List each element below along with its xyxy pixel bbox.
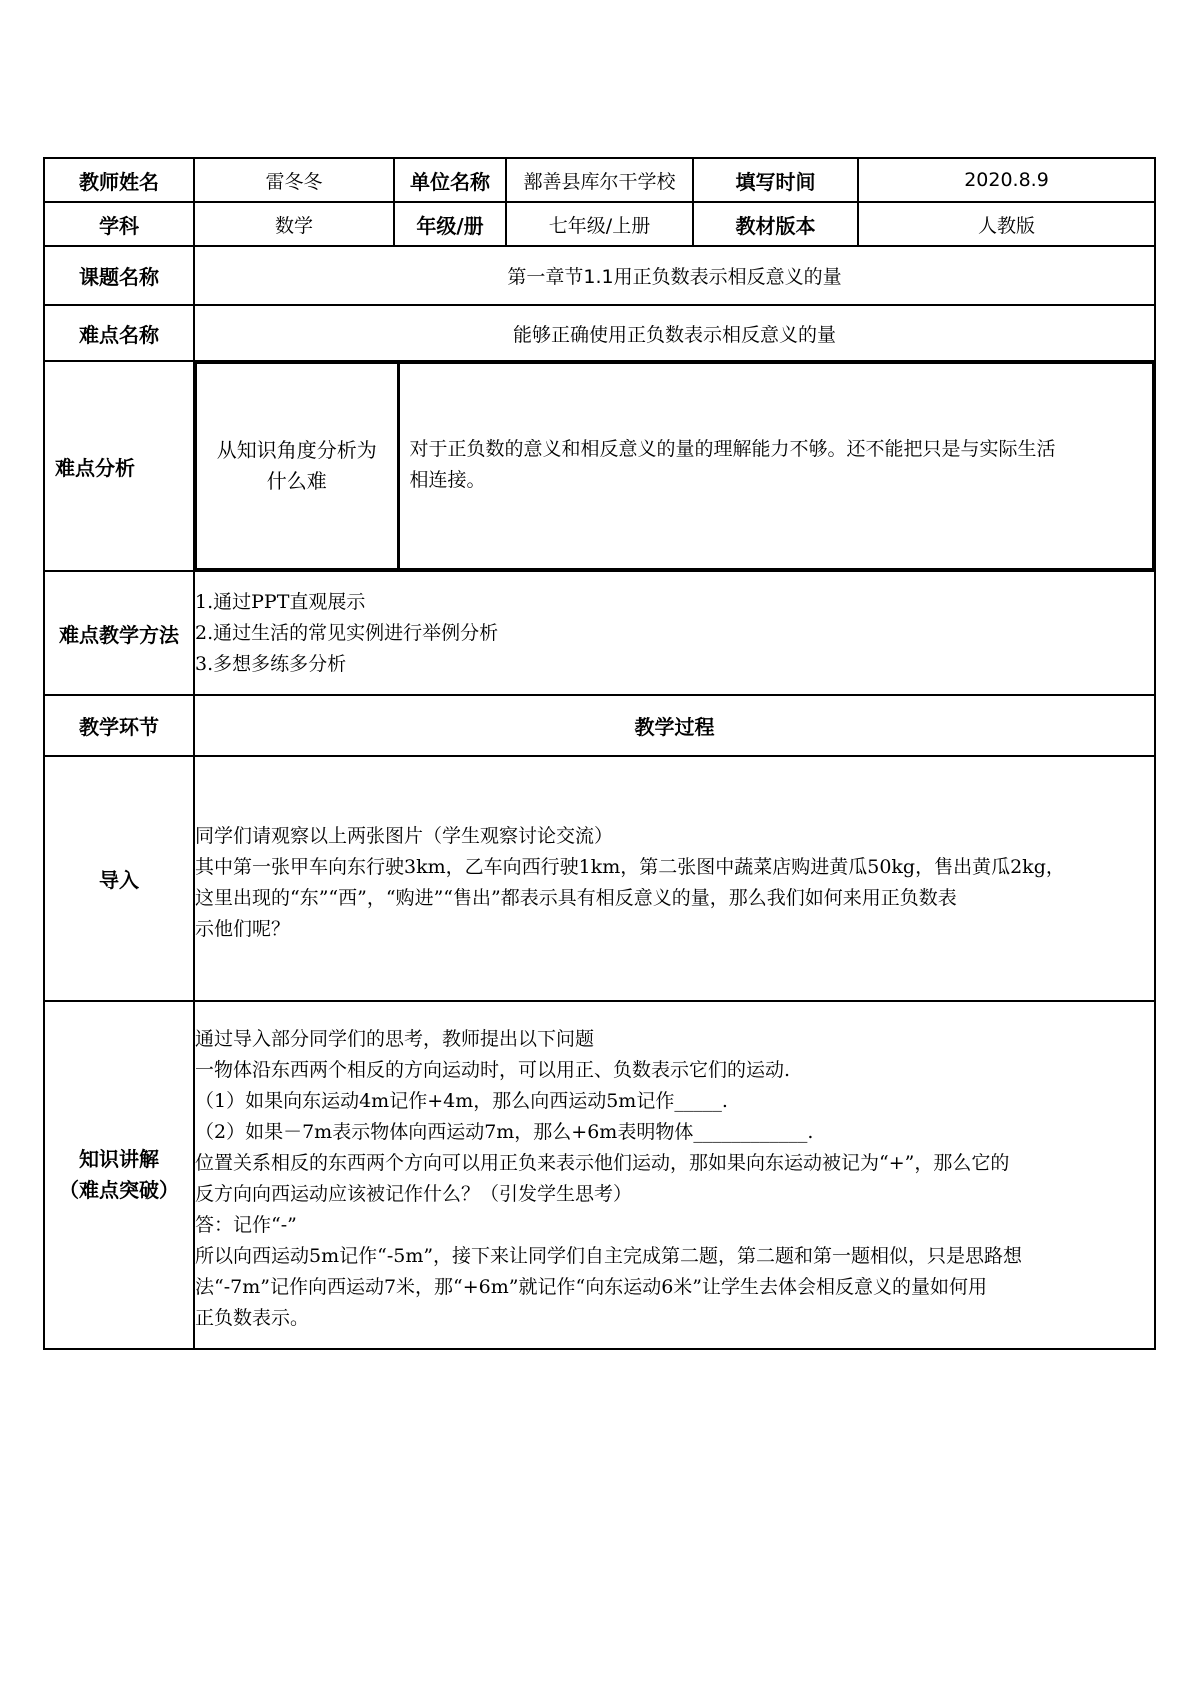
knowledge-line: 法“-7m”记作向西运动7米，那“+6m”就记作“向东运动6米”让学生去体会相反意义的量如何用: [195, 1276, 988, 1298]
analysis-label: 难点分析: [44, 361, 194, 571]
knowledge-row: [44, 1001, 1155, 1349]
difficulty-value: 能够正确使用正负数表示相反意义的量: [194, 305, 1155, 361]
knowledge-text: [194, 1001, 1155, 1349]
intro-line: 这里出现的“东”“西”，“购进”“售出”都表示具有相反意义的量，那么我们如何来用正负数表: [195, 887, 957, 909]
knowledge-line: 一物体沿东西两个相反的方向运动时，可以用正、负数表示它们的运动.: [195, 1059, 791, 1081]
analysis-row: [44, 361, 1155, 571]
difficulty-row: [44, 305, 1155, 361]
edition-value: 人教版: [858, 202, 1155, 246]
lesson-plan-table: [43, 157, 1156, 1350]
analysis-sub-label-line1: 从知识角度分析为: [216, 438, 377, 462]
analysis-text: [398, 363, 1153, 569]
method-item: 2.通过生活的常见实例进行举例分析: [195, 621, 499, 644]
grade-value: 七年级/上册: [506, 202, 693, 246]
knowledge-line: （1）如果向东运动4m记作+4m，那么向西运动5m记作_____.: [195, 1090, 728, 1112]
method-label: 难点教学方法: [44, 571, 194, 695]
intro-label: 导入: [44, 756, 194, 1001]
unit-name-label: 单位名称: [394, 158, 506, 202]
analysis-sub-label: [196, 363, 398, 569]
intro-row: [44, 756, 1155, 1001]
intro-line: 同学们请观察以上两张图片（学生观察讨论交流）: [195, 825, 614, 847]
header-row-1: [44, 158, 1155, 202]
header-row-2: [44, 202, 1155, 246]
analysis-inner: [195, 362, 1154, 570]
analysis-sub-label-line2: 什么难: [266, 469, 327, 493]
grade-label: 年级/册: [394, 202, 506, 246]
intro-line: 示他们呢？: [195, 918, 291, 940]
knowledge-line: 通过导入部分同学们的思考，教师提出以下问题: [195, 1028, 595, 1050]
process-section-label: 教学环节: [44, 695, 194, 756]
knowledge-line: 所以向西运动5m记作“-5m”，接下来让同学们自主完成第二题，第二题和第一题相似，只是思路想: [195, 1245, 1023, 1267]
knowledge-label-line2: （难点突破）: [59, 1178, 179, 1202]
knowledge-label: [44, 1001, 194, 1349]
intro-text: [194, 756, 1155, 1001]
method-list: [194, 571, 1155, 695]
knowledge-line: 答：记作“-”: [195, 1214, 297, 1236]
knowledge-line: 反方向向西运动应该被记作什么？（引发学生思考）: [195, 1183, 633, 1205]
fill-date-value: 2020.8.9: [858, 158, 1155, 202]
fill-date-label: 填写时间: [693, 158, 858, 202]
unit-name-value: 鄯善县库尔干学校: [506, 158, 693, 202]
analysis-text-line2: 相连接。: [409, 469, 486, 491]
edition-label: 教材版本: [693, 202, 858, 246]
intro-line: 其中第一张甲车向东行驶3km，乙车向西行驶1km，第二张图中蔬菜店购进黄瓜50kg，售出黄瓜2kg，: [195, 856, 1065, 878]
method-item: 3.多想多练多分析: [195, 652, 347, 675]
teacher-name-label: 教师姓名: [44, 158, 194, 202]
topic-row: [44, 246, 1155, 305]
knowledge-line: 正负数表示。: [195, 1307, 310, 1329]
difficulty-label: 难点名称: [44, 305, 194, 361]
knowledge-line: 位置关系相反的东西两个方向可以用正负来表示他们运动，那如果向东运动被记为“+”，那么它的: [195, 1152, 1010, 1174]
method-item: 1.通过PPT直观展示: [195, 590, 366, 613]
topic-value: 第一章节1.1用正负数表示相反意义的量: [194, 246, 1155, 305]
subject-label: 学科: [44, 202, 194, 246]
method-row: [44, 571, 1155, 695]
topic-label: 课题名称: [44, 246, 194, 305]
analysis-text-line1: 对于正负数的意义和相反意义的量的理解能力不够。还不能把只是与实际生活: [409, 438, 1056, 460]
process-title: 教学过程: [194, 695, 1155, 756]
teacher-name-value: 雷冬冬: [194, 158, 394, 202]
process-header-row: [44, 695, 1155, 756]
subject-value: 数学: [194, 202, 394, 246]
knowledge-line: （2）如果－7m表示物体向西运动7m，那么+6m表明物体____________.: [195, 1121, 814, 1143]
knowledge-label-line1: 知识讲解: [79, 1147, 159, 1171]
